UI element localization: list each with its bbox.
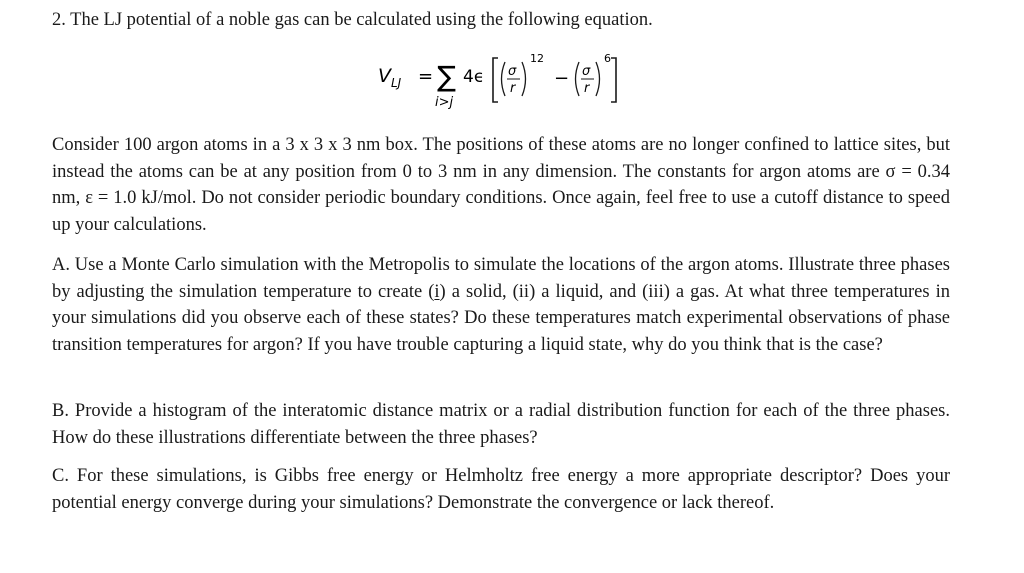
part-b-paragraph: B. Provide a histogram of the interatomic distance matrix or a radial distribution function for each of the three phases. How do these illustrations differentiate between the three phases? [52, 401, 950, 448]
fraction-1-numerator: σ [508, 64, 517, 79]
equation-lhs-subscript: LJ [391, 76, 402, 90]
intro-paragraph: Consider 100 argon atoms in a 3 x 3 x 3 nm box. The positions of these atoms are no longer confined to lattice sites, but instead the atoms can be at any position from 0 to 3 nm in any dimension. The constants for argon atoms are σ = 0.34 nm, ε = 1.0 kJ/mol. Do not consider periodic boundary conditions. Once again, feel free to use a cutoff distance to speed up your calculations. [52, 135, 950, 235]
summation-symbol: ∑ [437, 60, 456, 93]
fraction-1-denominator: r [510, 81, 516, 96]
fraction-2-denominator: r [584, 81, 590, 96]
outer-right-bracket [611, 58, 616, 102]
exponent-12: 12 [530, 52, 544, 65]
summation-index: i>j [435, 95, 454, 110]
left-paren-2 [576, 62, 580, 96]
equation-minus: − [554, 68, 570, 89]
part-a-underlined-i: i [434, 281, 440, 302]
lennard-jones-equation [360, 42, 660, 114]
right-paren-2 [596, 62, 600, 96]
left-paren-1 [502, 62, 506, 96]
equation-equals: = [418, 66, 434, 87]
part-a-text-before: A. Use a Monte Carlo simulation with the Metropolis to simulate the locations of the argon atoms. Illustrate three phases by adjusting the simulation temperature to create ( [52, 255, 950, 302]
outer-left-bracket [493, 58, 498, 102]
exponent-6: 6 [604, 52, 611, 65]
part-a-text-after: ) a solid, (ii) a liquid, and (iii) a gas. At what three temperatures in your simulations did you observe each of these states? Do these temperatures match experimental observations of phase transition temperatures for argon? If you have trouble capturing a liquid state, why do you think that is the case? [52, 281, 951, 355]
part-c-paragraph: C. For these simulations, is Gibbs free energy or Helmholtz free energy a more appropriate descriptor? Does your potential energy converge during your simulations? Demonstrate the convergence or lack thereof. [52, 466, 950, 513]
part-a-paragraph [52, 252, 950, 358]
equation-coefficient: 4ϵ [463, 67, 485, 87]
equation-lhs: V [378, 65, 391, 87]
question-heading: 2. The LJ potential of a noble gas can be calculated using the following equation. [52, 10, 653, 30]
fraction-2-numerator: σ [582, 64, 591, 79]
right-paren-1 [522, 62, 526, 96]
equation-graphic [360, 42, 660, 114]
